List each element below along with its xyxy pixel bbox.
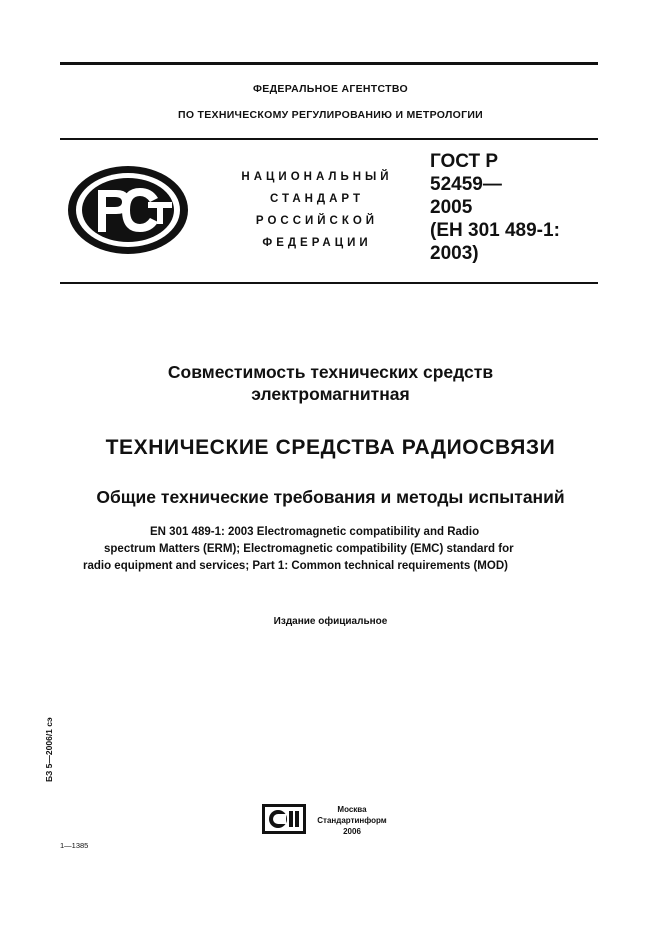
standard-type-line-4: ФЕДЕРАЦИИ	[262, 237, 372, 249]
header-rule-lower	[60, 282, 598, 284]
subtitle: Общие технические требования и методы испытаний	[96, 487, 565, 507]
print-code: 1—1385	[60, 841, 89, 850]
en-reference-line-3: radio equipment and services; Part 1: Common technical requirements (MOD)	[83, 560, 508, 572]
edition-label: Издание официальное	[273, 616, 388, 627]
publisher-name: Стандартинформ	[317, 816, 387, 825]
standard-designation	[430, 150, 560, 265]
designation-line-3: 2005	[430, 197, 473, 218]
en-reference-line-2: spectrum Matters (ERM); Electromagnetic compatibility (EMC) standard for	[104, 543, 514, 555]
header-rule-upper	[60, 138, 598, 140]
designation-line-5: 2003)	[430, 243, 479, 264]
side-note: БЗ 5—2006/1 сэ	[44, 717, 54, 782]
publisher-block	[312, 804, 392, 837]
designation-line-1: ГОСТ Р	[430, 151, 499, 172]
standard-type-line-3: РОССИЙСКОЙ	[255, 215, 379, 227]
title-line-1: Совместимость технических средств	[167, 362, 494, 382]
main-title: ТЕХНИЧЕСКИЕ СРЕДСТВА РАДИОСВЯЗИ	[105, 436, 556, 459]
gost-logo	[64, 162, 192, 258]
publisher-city: Москва	[337, 805, 367, 814]
top-rule	[60, 62, 598, 65]
designation-line-2: 52459—	[430, 174, 502, 195]
designation-line-4: (ЕН 301 489-1:	[430, 220, 560, 241]
standard-type-line-2: СТАНДАРТ	[270, 193, 364, 205]
en-reference-line-1: EN 301 489-1: 2003 Electromagnetic compatibility and Radio	[150, 526, 480, 538]
publisher-year: 2006	[343, 827, 361, 836]
title-line-2: электромагнитная	[251, 384, 410, 404]
agency-line-1: ФЕДЕРАЛЬНОЕ АГЕНТСТВО	[253, 83, 408, 95]
standartinform-logo	[262, 804, 306, 834]
standard-type-line-1: НАЦИОНАЛЬНЫЙ	[241, 171, 393, 183]
agency-line-2: ПО ТЕХНИЧЕСКОМУ РЕГУЛИРОВАНИЮ И МЕТРОЛОГИИ	[177, 109, 484, 121]
